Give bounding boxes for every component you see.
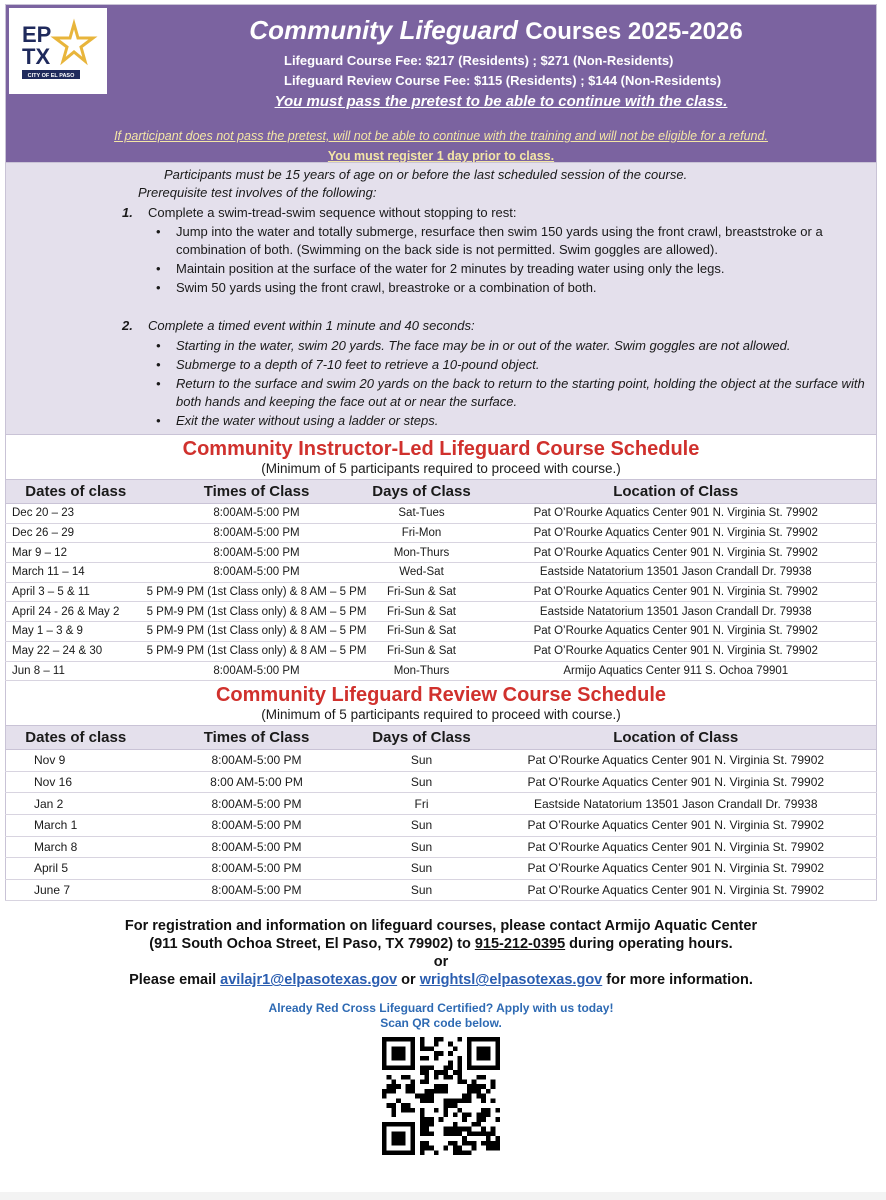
list-item: • Submerge to a depth of 7-10 feet to retrieve a 10-pound object. [156,357,540,372]
time-cell: 8:00AM-5:00 PM [146,836,368,858]
location-cell: Pat O’Rourke Aquatics Center 901 N. Virginia St. 79902 [476,750,877,772]
days-cell: Sat-Tues [368,504,476,524]
bullet-icon: • [156,224,161,239]
table-header-row [6,726,877,750]
days-cell: Fri-Mon [368,523,476,543]
table-row [6,563,877,583]
date-cell: May 22 – 24 & 30 [6,641,146,661]
time-cell: 8:00AM-5:00 PM [146,504,368,524]
days-cell: Fri-Sun & Sat [368,641,476,661]
apply-line-1: Already Red Cross Lifeguard Certified? Apply with us today! [268,1001,614,1016]
course-fee: Lifeguard Course Fee: $217 (Residents) ; $271 (Non-Residents) [284,53,674,68]
list-item: • Starting in the water, swim 20 yards. The face may be in or out of the water. Swim goggles are not allowed. [156,338,791,353]
register-notice: You must register 1 day prior to class. [327,149,555,163]
bullet-icon: • [156,413,161,428]
location-cell: Pat O’Rourke Aquatics Center 901 N. Virginia St. 79902 [476,543,877,563]
step-1-bullets [156,223,866,298]
column-header: Dates of class [6,480,146,504]
bullet-icon: • [156,261,161,276]
column-header: Location of Class [476,726,877,750]
prereq-intro: Prerequisite test involves of the following: [138,185,377,200]
review-table-body [6,750,877,901]
table-row [6,661,877,681]
bullet-icon: • [156,338,161,353]
column-header: Dates of class [6,726,146,750]
days-cell: Fri [368,793,476,815]
table-row [6,793,877,815]
table-row [6,602,877,622]
date-cell: Mar 9 – 12 [6,543,146,563]
date-cell: March 8 [6,836,146,858]
location-cell: Pat O’Rourke Aquatics Center 901 N. Virginia St. 79902 [476,858,877,880]
days-cell: Fri-Sun & Sat [368,602,476,622]
date-cell: Jan 2 [6,793,146,815]
location-cell: Pat O’Rourke Aquatics Center 901 N. Virginia St. 79902 [476,523,877,543]
table-row [6,750,877,772]
email-link-wrightsl[interactable]: wrightsl@elpasotexas.gov [419,972,603,989]
days-cell: Sun [368,814,476,836]
date-cell: March 1 [6,814,146,836]
days-cell: Fri-Sun & Sat [368,582,476,602]
column-header: Times of Class [146,726,368,750]
section-title: Community Instructor-Led Lifeguard Course Schedule [182,438,700,460]
location-cell: Pat O’Rourke Aquatics Center 901 N. Virginia St. 79902 [476,582,877,602]
time-cell: 8:00AM-5:00 PM [146,661,368,681]
star-icon [55,24,93,61]
title-rest: Courses 2025-2026 [525,18,743,45]
section-subtitle: (Minimum of 5 participants required to proceed with course.) [261,461,621,476]
days-cell: Mon-Thurs [368,661,476,681]
list-item: • Exit the water without using a ladder or steps. [156,413,439,428]
prereq-step-1 [122,205,517,220]
time-cell: 8:00 AM-5:00 PM [146,771,368,793]
location-cell: Pat O’Rourke Aquatics Center 901 N. Virginia St. 79902 [476,879,877,901]
list-item: • Jump into the water and totally submerge, resurface then swim 150 yards using the front crawl, breaststroke or a combination of both. (Swimming on the back side is not permitted. Swim goggles are allowed). [156,224,823,257]
days-cell: Sun [368,836,476,858]
refund-warning: If participant does not pass the pretest, will not be able to continue with the training and will not be eligible for a refund. [114,129,768,143]
contact-info [5,917,877,989]
instructor-table-body [6,504,877,681]
bullet-icon: • [156,376,161,391]
step-text: Complete a swim-tread-swim sequence without stopping to rest: [148,205,517,220]
list-item: • Maintain position at the surface of the water for 2 minutes by treading water using only the legs. [156,261,725,276]
days-cell: Wed-Sat [368,563,476,583]
column-header: Days of Class [368,480,476,504]
apply-callout [5,1001,877,1031]
header-band [5,4,877,163]
date-cell: April 3 – 5 & 11 [6,582,146,602]
section-title: Community Lifeguard Review Course Schedule [215,684,667,707]
days-cell: Sun [368,750,476,772]
date-cell: March 11 – 14 [6,563,146,583]
table-row [6,836,877,858]
time-cell: 8:00AM-5:00 PM [146,879,368,901]
step-text: Complete a timed event within 1 minute and 40 seconds: [148,318,475,333]
days-cell: Fri-Sun & Sat [368,622,476,642]
column-header: Times of Class [146,480,368,504]
table-row [6,858,877,880]
location-cell: Pat O’Rourke Aquatics Center 901 N. Virginia St. 79902 [476,771,877,793]
page-bottom-edge [0,1192,886,1200]
location-cell: Pat O’Rourke Aquatics Center 901 N. Virginia St. 79902 [476,504,877,524]
list-item: • Swim 50 yards using the front crawl, breastroke or a combination of both. [156,280,597,295]
logo-top-text: EP [22,22,52,47]
days-cell: Sun [368,858,476,880]
table-row [6,543,877,563]
flyer [5,4,877,1155]
city-logo [9,8,107,94]
date-cell: May 1 – 3 & 9 [6,622,146,642]
table-row [6,771,877,793]
time-cell: 8:00AM-5:00 PM [146,858,368,880]
days-cell: Sun [368,771,476,793]
table-row [6,622,877,642]
section-subtitle: (Minimum of 5 participants required to proceed with course.) [261,707,621,723]
logo-caption: CITY OF EL PASO [27,73,75,79]
review-fee: Lifeguard Review Course Fee: $115 (Residents) ; $144 (Non-Residents) [284,73,722,88]
logo-bottom-text: TX [22,44,51,69]
date-cell: Dec 26 – 29 [6,523,146,543]
table-row [6,641,877,661]
date-cell: April 24 - 26 & May 2 [6,602,146,622]
location-cell: Pat O’Rourke Aquatics Center 901 N. Virginia St. 79902 [476,622,877,642]
time-cell: 8:00AM-5:00 PM [146,750,368,772]
prerequisites-section [5,163,877,435]
location-cell: Pat O’Rourke Aquatics Center 901 N. Virginia St. 79902 [476,814,877,836]
date-cell: Dec 20 – 23 [6,504,146,524]
contact-line-2: (911 South Ochoa Street, El Paso, TX 79902) to 915-212-0395 during operating hours. [149,936,733,953]
step-2-bullets [156,337,866,431]
table-header-row [6,480,877,504]
bullet-icon: • [156,280,161,295]
time-cell: 5 PM-9 PM (1st Class only) & 8 AM – 5 PM [146,622,368,642]
time-cell: 8:00AM-5:00 PM [146,814,368,836]
step-number: 2. [122,318,133,333]
time-cell: 5 PM-9 PM (1st Class only) & 8 AM – 5 PM [146,582,368,602]
location-cell: Eastside Natatorium 13501 Jason Crandall Dr. 79938 [476,602,877,622]
age-requirement: Participants must be 15 years of age on or before the last scheduled session of the course. [164,167,688,182]
date-cell: Nov 16 [6,771,146,793]
location-cell: Pat O’Rourke Aquatics Center 901 N. Virginia St. 79902 [476,836,877,858]
time-cell: 5 PM-9 PM (1st Class only) & 8 AM – 5 PM [146,641,368,661]
email-link-avilajr1[interactable]: avilajr1@elpasotexas.gov [220,972,398,989]
instructor-schedule-table [5,479,877,681]
phone-link[interactable]: 915-212-0395 [474,936,566,953]
instructor-schedule-heading [5,435,877,479]
date-cell: April 5 [6,858,146,880]
contact-line-3: Please email avilajr1@elpasotexas.gov or wrightsl@elpasotexas.gov for more information. [129,972,753,989]
time-cell: 8:00AM-5:00 PM [146,523,368,543]
column-header: Location of Class [476,480,877,504]
eptx-star-logo-icon [18,18,98,84]
review-schedule-table [5,725,877,901]
table-row [6,504,877,524]
contact-or: or [433,954,449,971]
table-row [6,523,877,543]
step-number: 1. [122,205,133,220]
list-item: • Return to the surface and swim 20 yards on the back to return to the starting point, holding the object at the surface with both hands and keeping the face out at or near the surface. [156,376,865,409]
location-cell: Armijo Aquatics Center 911 S. Ochoa 79901 [476,661,877,681]
qr-code-icon[interactable] [382,1037,500,1155]
apply-line-2: Scan QR code below. [380,1016,502,1031]
location-cell: Pat O’Rourke Aquatics Center 901 N. Virginia St. 79902 [476,641,877,661]
location-cell: Eastside Natatorium 13501 Jason Crandall Dr. 79938 [476,563,877,583]
time-cell: 5 PM-9 PM (1st Class only) & 8 AM – 5 PM [146,602,368,622]
title-italic: Community Lifeguard [249,15,518,45]
table-row [6,582,877,602]
contact-line-1: For registration and information on lifeguard courses, please contact Armijo Aquatic Center [124,918,758,935]
date-cell: Nov 9 [6,750,146,772]
bullet-icon: • [156,357,161,372]
prereq-step-2 [122,318,475,333]
review-schedule-heading [5,681,877,725]
location-cell: Eastside Natatorium 13501 Jason Crandall Dr. 79938 [476,793,877,815]
table-row [6,879,877,901]
date-cell: Jun 8 – 11 [6,661,146,681]
date-cell: June 7 [6,879,146,901]
time-cell: 8:00AM-5:00 PM [146,563,368,583]
time-cell: 8:00AM-5:00 PM [146,543,368,563]
column-header: Days of Class [368,726,476,750]
days-cell: Sun [368,879,476,901]
time-cell: 8:00AM-5:00 PM [146,793,368,815]
table-row [6,814,877,836]
page-title [246,15,746,46]
pretest-notice: You must pass the pretest to be able to continue with the class. [274,93,728,110]
days-cell: Mon-Thurs [368,543,476,563]
